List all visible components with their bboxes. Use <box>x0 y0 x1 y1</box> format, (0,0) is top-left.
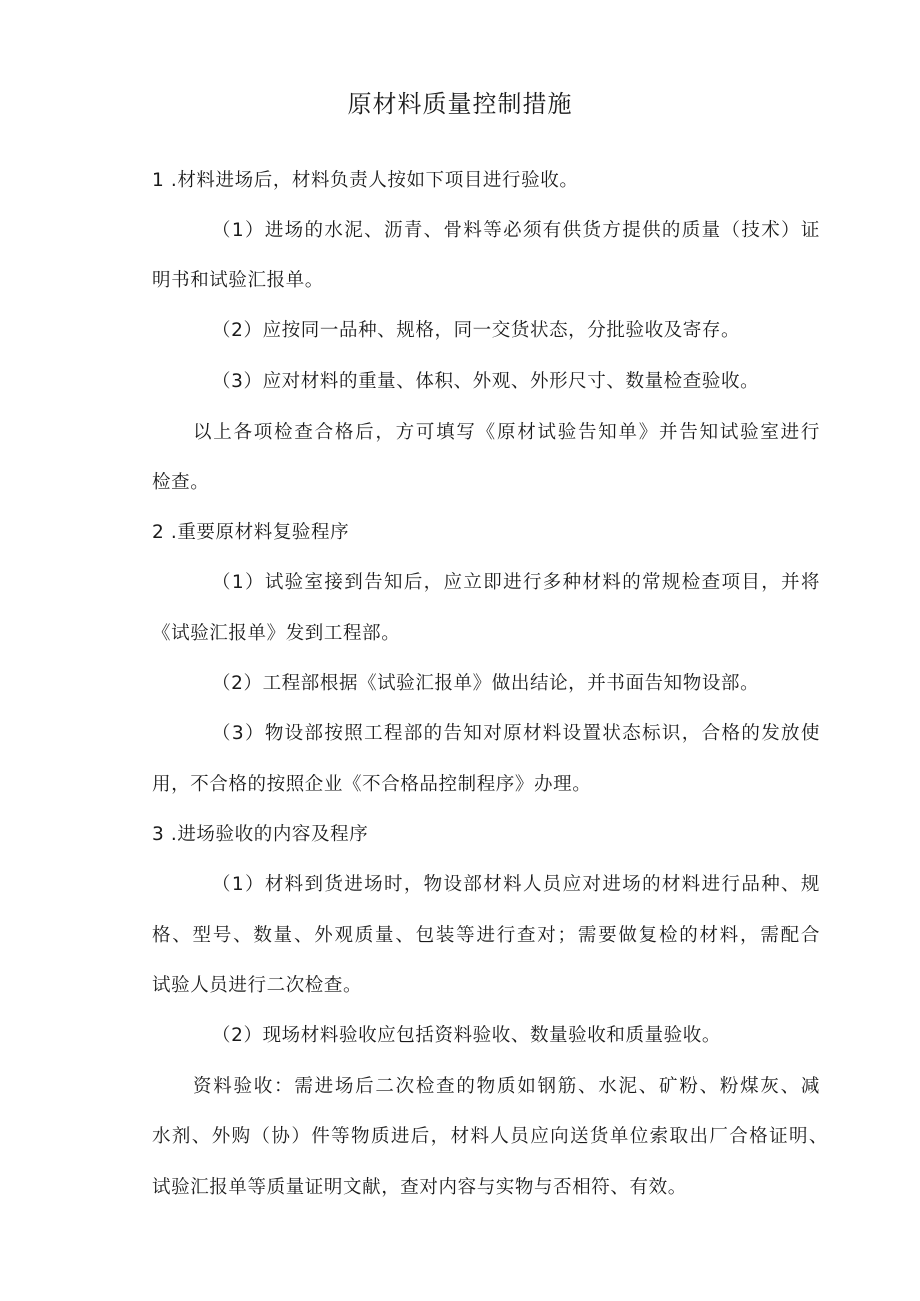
paragraph-line: （2）应按同一品种、规格，同一交货状态，分批验收及寄存。 <box>212 320 741 341</box>
paragraph-line: 水剂、外购（协）件等物质进后，材料人员应向送货单位索取出厂合格证明、 <box>152 1126 828 1147</box>
paragraph-line: 资料验收：需进场后二次检查的物质如钢筋、水泥、矿粉、粉煤灰、减 <box>193 1076 820 1097</box>
paragraph-line: （1）进场的水泥、沥青、骨料等必须有供货方提供的质量（技术）证 <box>212 220 820 241</box>
paragraph-line: 以上各项检查合格后，方可填写《原材试验告知单》并告知试验室进行 <box>193 422 820 443</box>
paragraph-line: 检查。 <box>152 472 210 493</box>
paragraph-line: 试验人员进行二次检查。 <box>152 975 363 996</box>
paragraph-line: 明书和试验汇报单。 <box>152 270 324 291</box>
paragraph-line: 用，不合格的按照企业《不合格品控制程序》办理。 <box>152 774 592 795</box>
section-3-heading: 3 .进场验收的内容及程序 <box>152 824 369 845</box>
paragraph-line: （2）工程部根据《试验汇报单》做出结论，并书面告知物设部。 <box>212 673 760 694</box>
paragraph-line: 《试验汇报单》发到工程部。 <box>152 623 401 644</box>
paragraph-line: （3）应对材料的重量、体积、外观、外形尺寸、数量检查验收。 <box>212 371 760 392</box>
document-title: 原材料质量控制措施 <box>347 90 573 118</box>
paragraph-line: （2）现场材料验收应包括资料验收、数量验收和质量验收。 <box>212 1025 721 1046</box>
paragraph-line: （1）试验室接到告知后，应立即进行多种材料的常规检查项目，并将 <box>212 572 820 593</box>
paragraph-line: （1）材料到货进场时，物设部材料人员应对进场的材料进行品种、规 <box>212 874 820 895</box>
paragraph-line: 试验汇报单等质量证明文献，查对内容与实物与否相符、有效。 <box>152 1177 687 1198</box>
paragraph-line: 格、型号、数量、外观质量、包装等进行查对；需要做复检的材料，需配合 <box>152 925 820 946</box>
section-2-heading: 2 .重要原材料复验程序 <box>152 522 350 543</box>
section-1-heading: 1 .材料进场后，材料负责人按如下项目进行验收。 <box>152 170 579 191</box>
paragraph-line: （3）物设部按照工程部的告知对原材料设置状态标识，合格的发放使 <box>212 723 820 744</box>
